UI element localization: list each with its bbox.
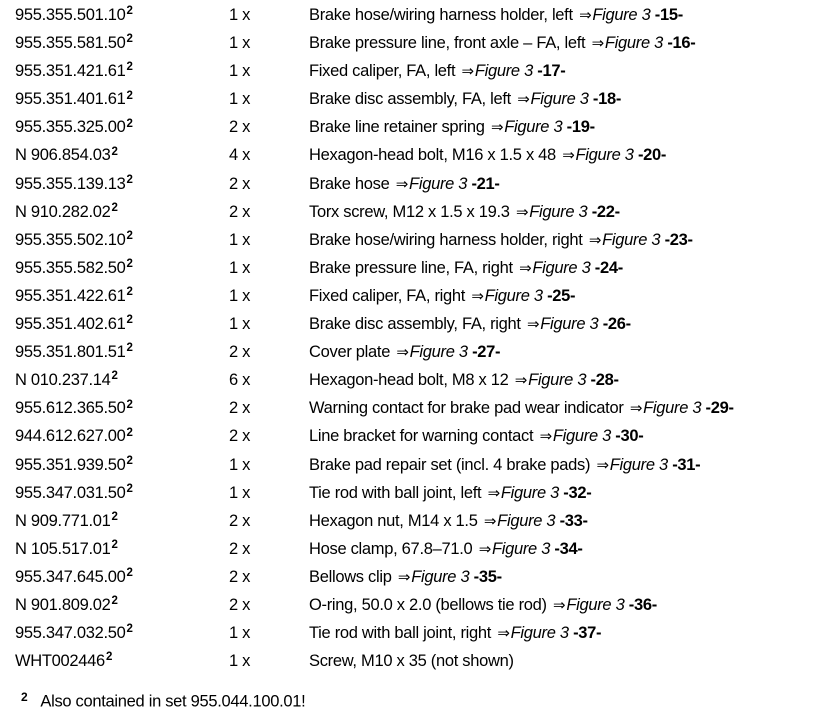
figure-item-ref: -35- (473, 567, 502, 586)
part-number-text: 955.351.939.50 (15, 455, 126, 474)
footnote-ref: 2 (126, 89, 133, 102)
part-row (15, 507, 810, 535)
description-text: Line bracket for warning contact (309, 427, 534, 446)
footnote-ref: 2 (111, 145, 118, 158)
arrow-icon: ⇒ (490, 119, 504, 137)
description (309, 170, 500, 199)
part-number (15, 1, 133, 29)
part-row (15, 563, 810, 591)
figure-label: Figure 3 (604, 34, 664, 53)
description (309, 310, 631, 339)
description-text: Brake line retainer spring (309, 118, 485, 137)
part-number (15, 29, 133, 57)
figure-label: Figure 3 (484, 286, 543, 305)
figure-label: Figure 3 (566, 595, 625, 614)
arrow-icon: ⇒ (515, 203, 529, 221)
quantity: 2 x (229, 539, 251, 558)
part-number-text: 944.612.627.00 (15, 427, 126, 446)
description-text: Hexagon-head bolt, M8 x 12 (309, 371, 509, 390)
quantity: 1 x (229, 34, 251, 53)
footnote-ref: 2 (126, 482, 133, 495)
part-row (15, 85, 810, 113)
part-row (15, 254, 810, 282)
figure-label: Figure 3 (609, 455, 668, 474)
footnote-ref: 2 (105, 651, 113, 664)
part-row (15, 310, 810, 338)
quantity: 1 x (229, 258, 251, 277)
description-text: Torx screw, M12 x 1.5 x 19.3 (309, 202, 510, 221)
part-number-text: 955.351.421.61 (15, 62, 126, 81)
quantity: 2 x (229, 202, 251, 221)
part-number-text: 955.351.422.61 (15, 286, 126, 305)
part-number (15, 113, 133, 141)
part-number (15, 451, 133, 479)
part-number-text: N 010.237.14 (15, 371, 111, 390)
arrow-icon: ⇒ (497, 625, 510, 643)
footnote-ref: 2 (126, 258, 133, 271)
part-number-text: 955.347.031.50 (15, 483, 126, 502)
arrow-icon: ⇒ (579, 7, 592, 24)
figure-label: Figure 3 (575, 146, 634, 165)
part-number-text: 955.355.325.00 (15, 118, 126, 137)
part-number (15, 563, 133, 591)
parts-list (15, 0, 810, 675)
description-text: Brake pressure line, FA, right (309, 258, 513, 277)
part-number (15, 85, 133, 113)
footnote-ref: 2 (126, 33, 133, 46)
part-row (15, 170, 810, 198)
description (309, 563, 502, 592)
footnote-ref: 2 (126, 173, 133, 186)
footnote-text: Also contained in set 955.044.100.01! (40, 692, 306, 711)
figure-label: Figure 3 (474, 62, 533, 81)
figure-item-ref: -28- (590, 371, 619, 390)
quantity: 6 x (229, 371, 251, 390)
description-text: Tie rod with ball joint, left (309, 483, 482, 502)
part-number (15, 141, 118, 169)
arrow-icon: ⇒ (591, 35, 604, 53)
arrow-icon: ⇒ (483, 512, 497, 530)
part-number-text: 955.351.402.61 (15, 315, 126, 334)
arrow-icon: ⇒ (487, 484, 500, 502)
figure-item-ref: -27- (472, 343, 501, 362)
arrow-icon: ⇒ (397, 568, 411, 586)
figure-label: Figure 3 (530, 90, 589, 109)
part-row (15, 451, 810, 479)
figure-label: Figure 3 (491, 539, 551, 558)
arrow-icon: ⇒ (514, 372, 528, 390)
description (309, 479, 591, 508)
figure-label: Figure 3 (602, 230, 661, 249)
arrow-icon: ⇒ (471, 287, 484, 305)
description-text: Brake disc assembly, FA, left (309, 90, 511, 109)
footnote-ref: 2 (126, 426, 133, 439)
footnote-ref: 2 (126, 314, 133, 327)
footnote-ref: 2 (126, 61, 133, 74)
figure-item-ref: -32- (563, 483, 592, 502)
part-number (15, 170, 133, 198)
arrow-icon: ⇒ (629, 400, 643, 418)
quantity: 2 x (229, 399, 251, 418)
part-number (15, 535, 118, 563)
description-text: Screw, M10 x 35 (not shown) (309, 652, 514, 671)
footnote-ref: 2 (111, 201, 118, 214)
description (309, 113, 595, 142)
figure-item-ref: -18- (592, 90, 622, 109)
part-number-text: N 909.771.01 (15, 511, 111, 530)
part-number-text: WHT002446 (15, 652, 105, 671)
part-row (15, 282, 810, 310)
footnote-ref: 2 (126, 398, 133, 411)
footnote-ref: 2 (111, 539, 118, 552)
part-number-text: N 105.517.01 (15, 539, 111, 558)
description (309, 535, 583, 564)
figure-label: Figure 3 (643, 399, 702, 418)
part-row (15, 338, 810, 366)
description-text: Hexagon-head bolt, M16 x 1.5 x 48 (309, 146, 556, 165)
quantity: 2 x (229, 174, 251, 193)
quantity: 1 x (229, 483, 251, 502)
part-number (15, 57, 133, 85)
description-text: Warning contact for brake pad wear indicator (309, 399, 624, 418)
quantity: 1 x (229, 315, 251, 334)
quantity: 1 x (229, 652, 251, 671)
part-number-text: 955.351.401.61 (15, 90, 126, 109)
quantity: 2 x (229, 343, 251, 362)
part-number (15, 507, 118, 535)
footnote-ref: 2 (126, 117, 133, 130)
description (309, 198, 620, 227)
figure-item-ref: -23- (664, 230, 693, 249)
quantity: 2 x (229, 595, 251, 614)
description (309, 254, 623, 283)
footnote-ref: 2 (126, 230, 133, 242)
figure-item-ref: -33- (559, 511, 588, 530)
description-text: Cover plate (309, 343, 391, 362)
part-number-text: 955.355.501.10 (15, 6, 126, 24)
part-number-text: 955.355.581.50 (15, 34, 126, 53)
description-text: Brake pressure line, front axle – FA, left (309, 34, 586, 53)
description (309, 282, 575, 311)
quantity: 2 x (229, 118, 251, 137)
footnote-ref: 2 (126, 286, 133, 299)
figure-item-ref: -21- (471, 174, 500, 193)
figure-item-ref: -25- (547, 286, 576, 305)
arrow-icon: ⇒ (478, 540, 491, 558)
description-text: Brake pad repair set (incl. 4 brake pads) (309, 455, 591, 474)
figure-label: Figure 3 (532, 258, 591, 277)
description-text: Tie rod with ball joint, right (309, 624, 492, 643)
part-number-text: 955.351.801.51 (15, 343, 126, 362)
part-number-text: 955.347.032.50 (15, 624, 126, 643)
figure-label: Figure 3 (409, 343, 468, 362)
description (309, 422, 643, 451)
part-number (15, 479, 133, 507)
figure-item-ref: -19- (566, 118, 595, 137)
description (309, 619, 601, 648)
part-number-text: 955.355.139.13 (15, 174, 126, 193)
figure-item-ref: -26- (602, 315, 631, 334)
description-text: Hose clamp, 67.8–71.0 (309, 539, 473, 558)
part-number (15, 366, 118, 394)
figure-item-ref: -24- (594, 258, 623, 277)
arrow-icon: ⇒ (562, 147, 575, 165)
figure-item-ref: -29- (705, 399, 734, 418)
quantity: 4 x (229, 146, 251, 165)
part-row (15, 198, 810, 226)
part-number (15, 394, 133, 422)
figure-item-ref: -30- (615, 427, 644, 446)
quantity: 1 x (229, 230, 251, 249)
description (309, 57, 565, 86)
figure-item-ref: -15- (654, 6, 683, 24)
arrow-icon: ⇒ (588, 231, 602, 249)
figure-item-ref: -34- (554, 539, 583, 558)
footnote-ref: 2 (126, 623, 133, 636)
part-row (15, 535, 810, 563)
figure-label: Figure 3 (409, 174, 468, 193)
part-number (15, 226, 133, 254)
description (309, 29, 695, 58)
quantity: 1 x (229, 624, 251, 643)
footnote-ref: 2 (111, 510, 118, 523)
figure-label: Figure 3 (592, 6, 651, 24)
part-number (15, 338, 133, 366)
description (309, 141, 666, 170)
part-number (15, 422, 133, 450)
part-row (15, 141, 810, 169)
figure-label: Figure 3 (500, 483, 559, 502)
description (309, 1, 683, 30)
part-row (15, 422, 810, 450)
figure-item-ref: -16- (667, 34, 696, 53)
part-row (15, 619, 810, 647)
part-row (15, 29, 810, 57)
quantity: 1 x (229, 6, 251, 24)
part-number-text: N 910.282.02 (15, 202, 111, 221)
arrow-icon: ⇒ (553, 596, 566, 614)
footnote-ref: 2 (126, 567, 133, 580)
part-number (15, 591, 118, 619)
description (309, 394, 734, 423)
quantity: 2 x (229, 511, 251, 530)
quantity: 2 x (229, 427, 251, 446)
description-text: Brake hose/wiring harness holder, right (309, 230, 583, 249)
footnote-ref: 2 (126, 342, 133, 355)
description (309, 226, 693, 255)
description (309, 647, 514, 675)
description-text: Brake hose (309, 174, 390, 193)
quantity: 1 x (229, 286, 251, 305)
description-text: Bellows clip (309, 567, 392, 586)
figure-item-ref: -17- (537, 62, 566, 81)
part-number-text: 955.355.502.10 (15, 230, 126, 249)
part-row (15, 591, 810, 619)
arrow-icon: ⇒ (519, 259, 532, 277)
part-row (15, 479, 810, 507)
arrow-icon: ⇒ (527, 316, 540, 334)
part-row (15, 1, 810, 29)
part-row (15, 57, 810, 85)
figure-label: Figure 3 (497, 511, 556, 530)
figure-label: Figure 3 (411, 567, 470, 586)
arrow-icon: ⇒ (539, 428, 552, 446)
figure-item-ref: -22- (591, 202, 620, 221)
figure-label: Figure 3 (552, 427, 611, 446)
arrow-icon: ⇒ (396, 344, 409, 362)
arrow-icon: ⇒ (517, 91, 530, 109)
part-number (15, 254, 133, 282)
description (309, 591, 657, 620)
description-text: Hexagon nut, M14 x 1.5 (309, 511, 478, 530)
description (309, 85, 621, 114)
footnote-ref: 2 (111, 595, 118, 608)
footnote-ref: 2 (126, 5, 133, 18)
footnote-ref: 2 (126, 454, 133, 467)
part-number-text: 955.612.365.50 (15, 399, 126, 418)
figure-item-ref: -31- (672, 455, 701, 474)
figure-item-ref: -37- (573, 624, 602, 643)
figure-label: Figure 3 (510, 624, 569, 643)
part-number (15, 619, 133, 647)
quantity: 1 x (229, 62, 251, 81)
arrow-icon: ⇒ (395, 175, 409, 193)
part-number-text: 955.347.645.00 (15, 567, 126, 586)
description-text: Fixed caliper, FA, left (309, 62, 456, 81)
part-number-text: N 906.854.03 (15, 146, 111, 165)
figure-label: Figure 3 (504, 118, 563, 137)
footnote-ref: 2 (111, 370, 118, 383)
part-row (15, 113, 810, 141)
quantity: 2 x (229, 567, 251, 586)
arrow-icon: ⇒ (596, 456, 609, 474)
figure-label: Figure 3 (529, 202, 588, 221)
description-text: Fixed caliper, FA, right (309, 286, 466, 305)
quantity: 1 x (229, 455, 251, 474)
quantity: 1 x (229, 90, 251, 109)
figure-item-ref: -20- (637, 146, 667, 165)
part-row (15, 394, 810, 422)
part-number-text: 955.355.582.50 (15, 258, 126, 277)
part-row (15, 647, 810, 675)
description (309, 338, 500, 367)
part-row (15, 226, 810, 254)
footnote-marker: 2 (21, 690, 28, 704)
part-row (15, 366, 810, 394)
description (309, 366, 619, 395)
description-text: Brake hose/wiring harness holder, left (309, 6, 573, 24)
figure-item-ref: -36- (628, 595, 657, 614)
description-text: Brake disc assembly, FA, right (309, 315, 521, 334)
part-number (15, 282, 133, 310)
part-number-text: N 901.809.02 (15, 595, 111, 614)
description (309, 451, 700, 480)
part-number (15, 198, 118, 226)
footnote (21, 690, 305, 711)
description-text: O-ring, 50.0 x 2.0 (bellows tie rod) (309, 595, 547, 614)
arrow-icon: ⇒ (461, 63, 474, 81)
part-number (15, 310, 133, 338)
part-number (15, 647, 112, 675)
figure-label: Figure 3 (528, 371, 587, 390)
description (309, 507, 588, 536)
figure-label: Figure 3 (540, 315, 599, 334)
